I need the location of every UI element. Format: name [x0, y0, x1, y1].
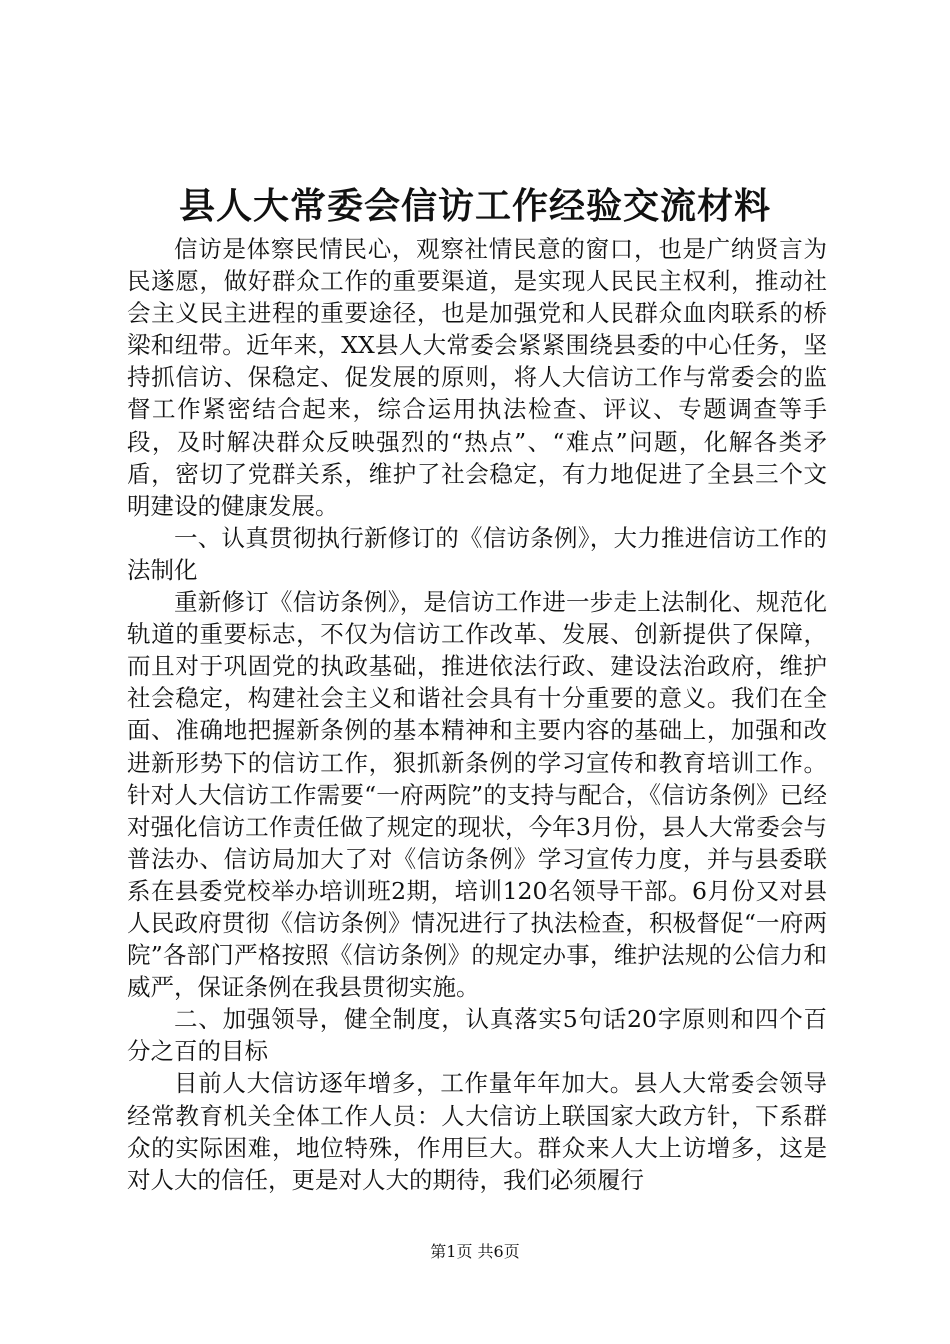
document-title: 县人大常委会信访工作经验交流材料 [178, 185, 771, 227]
document-body [127, 233, 827, 1196]
section-heading-1: 一、认真贯彻执行新修订的《信访条例》，大力推进信访工作的法制化 [127, 523, 827, 584]
page-footer: 第1页 共6页 [430, 1242, 520, 1261]
paragraph-section-1: 重新修订《信访条例》，是信访工作进一步走上法制化、规范化轨道的重要标志，不仅为信访工作改革、发展、创新提供了保障，而且对于巩固党的执政基础，推进依法行政、建设法治政府，维护社会稳定，构建社会主义和谐社会具有十分重要的意义。我们在全面、准确地把握新条例的基本精神和主要内容的基础上，加强和改进新形势下的信访工作，狠抓新条例的学习宣传和教育培训工作。针对人大信访工作需要“一府两院”的支持与配合，《信访条例》已经对强化信访工作责任做了规定的现状，今年3月份，县人大常委会与普法办、信访局加大了对《信访条例》学习宣传力度，并与县委联系在县委党校举办培训班2期，培训120名领导干部。6月份又对县人民政府贯彻《信访条例》情况进行了执法检查，积极督促“一府两院”各部门严格按照《信访条例》的规定办事，维护法规的公信力和威严，保证条例在我县贯彻实施。 [127, 588, 827, 1002]
section-heading-2: 二、加强领导，健全制度，认真落实5句话20字原则和四个百分之百的目标 [127, 1005, 827, 1066]
paragraph-section-2: 目前人大信访逐年增多，工作量年年加大。县人大常委会领导经常教育机关全体工作人员：人大信访上联国家大政方针，下系群众的实际困难，地位特殊，作用巨大。群众来人大上访增多，这是对人大的信任，更是对人大的期待，我们必须履行 [127, 1069, 827, 1194]
paragraph-intro: 信访是体察民情民心，观察社情民意的窗口，也是广纳贤言为民遂愿，做好群众工作的重要渠道，是实现人民民主权利，推动社会主义民主进程的重要途径，也是加强党和人民群众血肉联系的桥梁和纽带。近年来，XX县人大常委会紧紧围绕县委的中心任务，坚持抓信访、保稳定、促发展的原则，将人大信访工作与常委会的监督工作紧密结合起来，综合运用执法检查、评议、专题调查等手段，及时解决群众反映强烈的“热点”、“难点”问题，化解各类矛盾，密切了党群关系，维护了社会稳定，有力地促进了全县三个文明建设的健康发展。 [127, 235, 827, 520]
